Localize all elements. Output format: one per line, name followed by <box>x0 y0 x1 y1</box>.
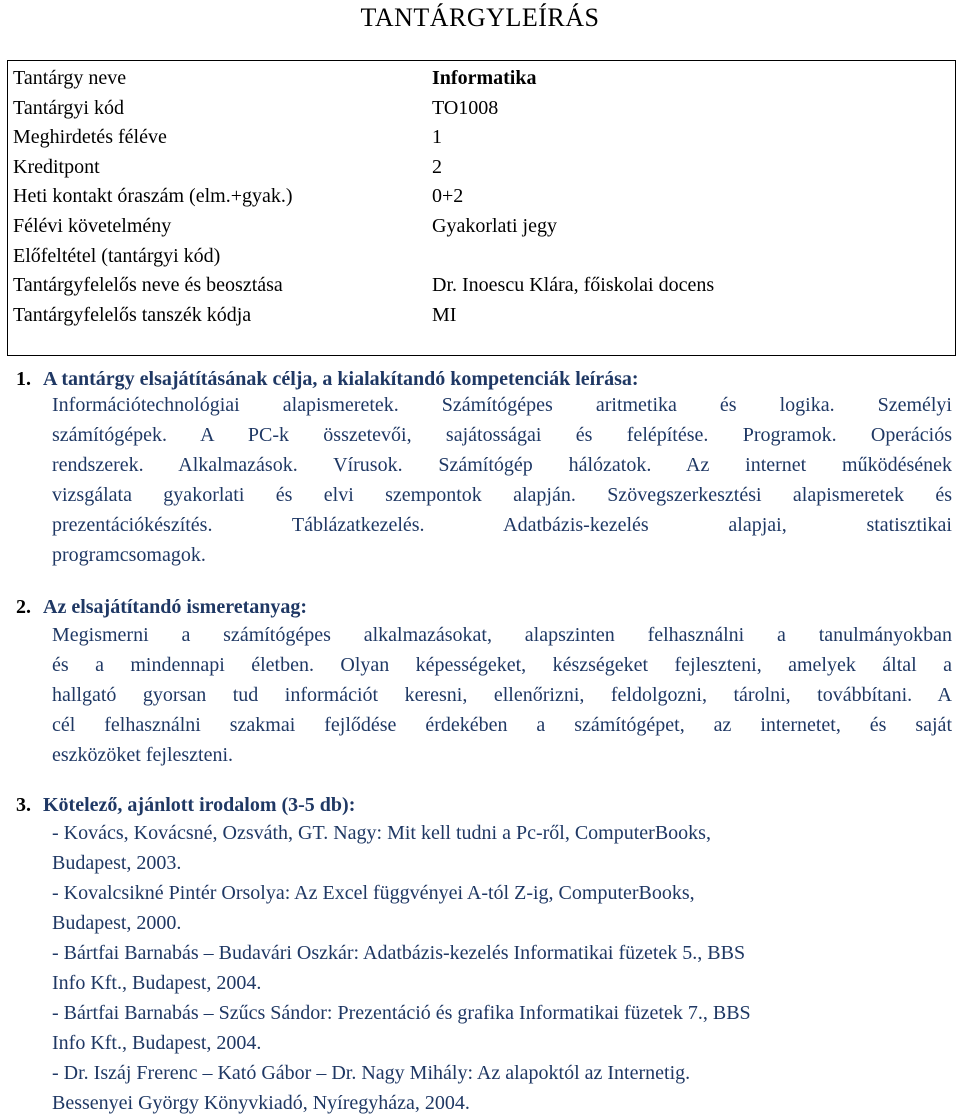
info-row <box>8 64 955 93</box>
section-body <box>52 390 952 570</box>
info-row <box>8 242 955 271</box>
text-line: programcsomagok. <box>52 544 206 566</box>
section-title: Kötelező, ajánlott irodalom (3-5 db): <box>43 794 356 816</box>
info-label: Előfeltétel (tantárgyi kód) <box>13 245 221 267</box>
info-value: TO1008 <box>432 97 499 119</box>
section-number: 1. <box>16 368 31 390</box>
info-label: Tantárgyfelelős tanszék kódja <box>13 304 252 326</box>
reference-line: - Bártfai Barnabás – Budavári Oszkár: Adatbázis-kezelés Informatikai füzetek 5., BBS <box>52 942 746 964</box>
info-value: 1 <box>432 126 442 148</box>
text-line: rendszerek. Alkalmazások. Vírusok. Számítógép hálózatok. Az internet működésének <box>52 454 952 476</box>
info-value: MI <box>432 304 457 326</box>
info-row <box>8 153 955 182</box>
info-row <box>8 301 955 330</box>
info-value: 2 <box>432 156 442 178</box>
text-line: Megismerni a számítógépes alkalmazásokat, alapszinten felhasználni a tanulmányokban <box>52 624 952 646</box>
reference-line: - Kovalcsikné Pintér Orsolya: Az Excel függvényei A-tól Z-ig, ComputerBooks, <box>52 882 695 904</box>
info-label: Félévi követelmény <box>13 215 172 237</box>
section-heading <box>16 791 355 819</box>
course-info-table <box>7 60 956 356</box>
info-label: Tantárgy neve <box>13 67 127 89</box>
info-label: Heti kontakt óraszám (elm.+gyak.) <box>13 185 293 207</box>
info-value: 0+2 <box>432 185 464 207</box>
info-value: Gyakorlati jegy <box>432 215 557 237</box>
reference-line: - Dr. Iszáj Frerenc – Kató Gábor – Dr. Nagy Mihály: Az alapoktól az Internetig. <box>52 1062 691 1084</box>
reference-line: Budapest, 2003. <box>52 852 182 874</box>
text-line: vizsgálata gyakorlati és elvi szempontok alapján. Szövegszerkesztési alapismeretek és <box>52 484 952 506</box>
reference-line: Info Kft., Budapest, 2004. <box>52 1032 262 1054</box>
info-value: Informatika <box>432 67 537 89</box>
reference-list <box>52 818 952 1118</box>
reference-line: - Bártfai Barnabás – Szűcs Sándor: Prezentáció és grafika Informatikai füzetek 7., BBS <box>52 1002 751 1024</box>
info-row <box>8 94 955 123</box>
reference-line: Info Kft., Budapest, 2004. <box>52 972 262 994</box>
info-label: Tantárgyi kód <box>13 97 124 119</box>
info-row <box>8 271 955 300</box>
reference-line: - Kovács, Kovácsné, Ozsváth, GT. Nagy: Mit kell tudni a Pc-ről, ComputerBooks, <box>52 822 711 844</box>
text-line: Információtechnológiai alapismeretek. Számítógépes aritmetika és logika. Személyi <box>52 394 952 416</box>
info-row <box>8 182 955 211</box>
section-heading <box>16 593 307 621</box>
reference-line: Budapest, 2000. <box>52 912 182 934</box>
section-body <box>52 620 952 770</box>
info-label: Kreditpont <box>13 156 100 178</box>
text-line: számítógépek. A PC-k összetevői, sajátosságai és felépítése. Programok. Operációs <box>52 424 952 446</box>
info-row <box>8 123 955 152</box>
info-value: Dr. Inoescu Klára, főiskolai docens <box>432 274 715 296</box>
section-heading <box>16 365 639 393</box>
page-title: TANTÁRGYLEÍRÁS <box>360 3 600 32</box>
section-number: 3. <box>16 794 31 816</box>
info-row <box>8 212 955 241</box>
info-label: Meghirdetés féléve <box>13 126 167 148</box>
text-line: prezentációkészítés. Táblázatkezelés. Adatbázis-kezelés alapjai, statisztikai <box>52 514 952 536</box>
section-title: Az elsajátítandó ismeretanyag: <box>43 596 308 618</box>
text-line: hallgató gyorsan tud információt keresni, ellenőrizni, feldolgozni, tárolni, továbbítani. A <box>52 684 952 706</box>
text-line: eszközöket fejleszteni. <box>52 744 234 766</box>
reference-line: Bessenyei György Könyvkiadó, Nyíregyháza, 2004. <box>52 1092 470 1114</box>
section-title: A tantárgy elsajátításának célja, a kialakítandó kompetenciák leírása: <box>43 368 639 390</box>
text-line: cél felhasználni szakmai fejlődése érdekében a számítógépet, az internetet, és saját <box>52 714 952 736</box>
section-number: 2. <box>16 596 31 618</box>
info-label: Tantárgyfelelős neve és beosztása <box>13 274 283 296</box>
text-line: és a mindennapi életben. Olyan képességeket, készségeket fejleszteni, amelyek által a <box>52 654 952 676</box>
